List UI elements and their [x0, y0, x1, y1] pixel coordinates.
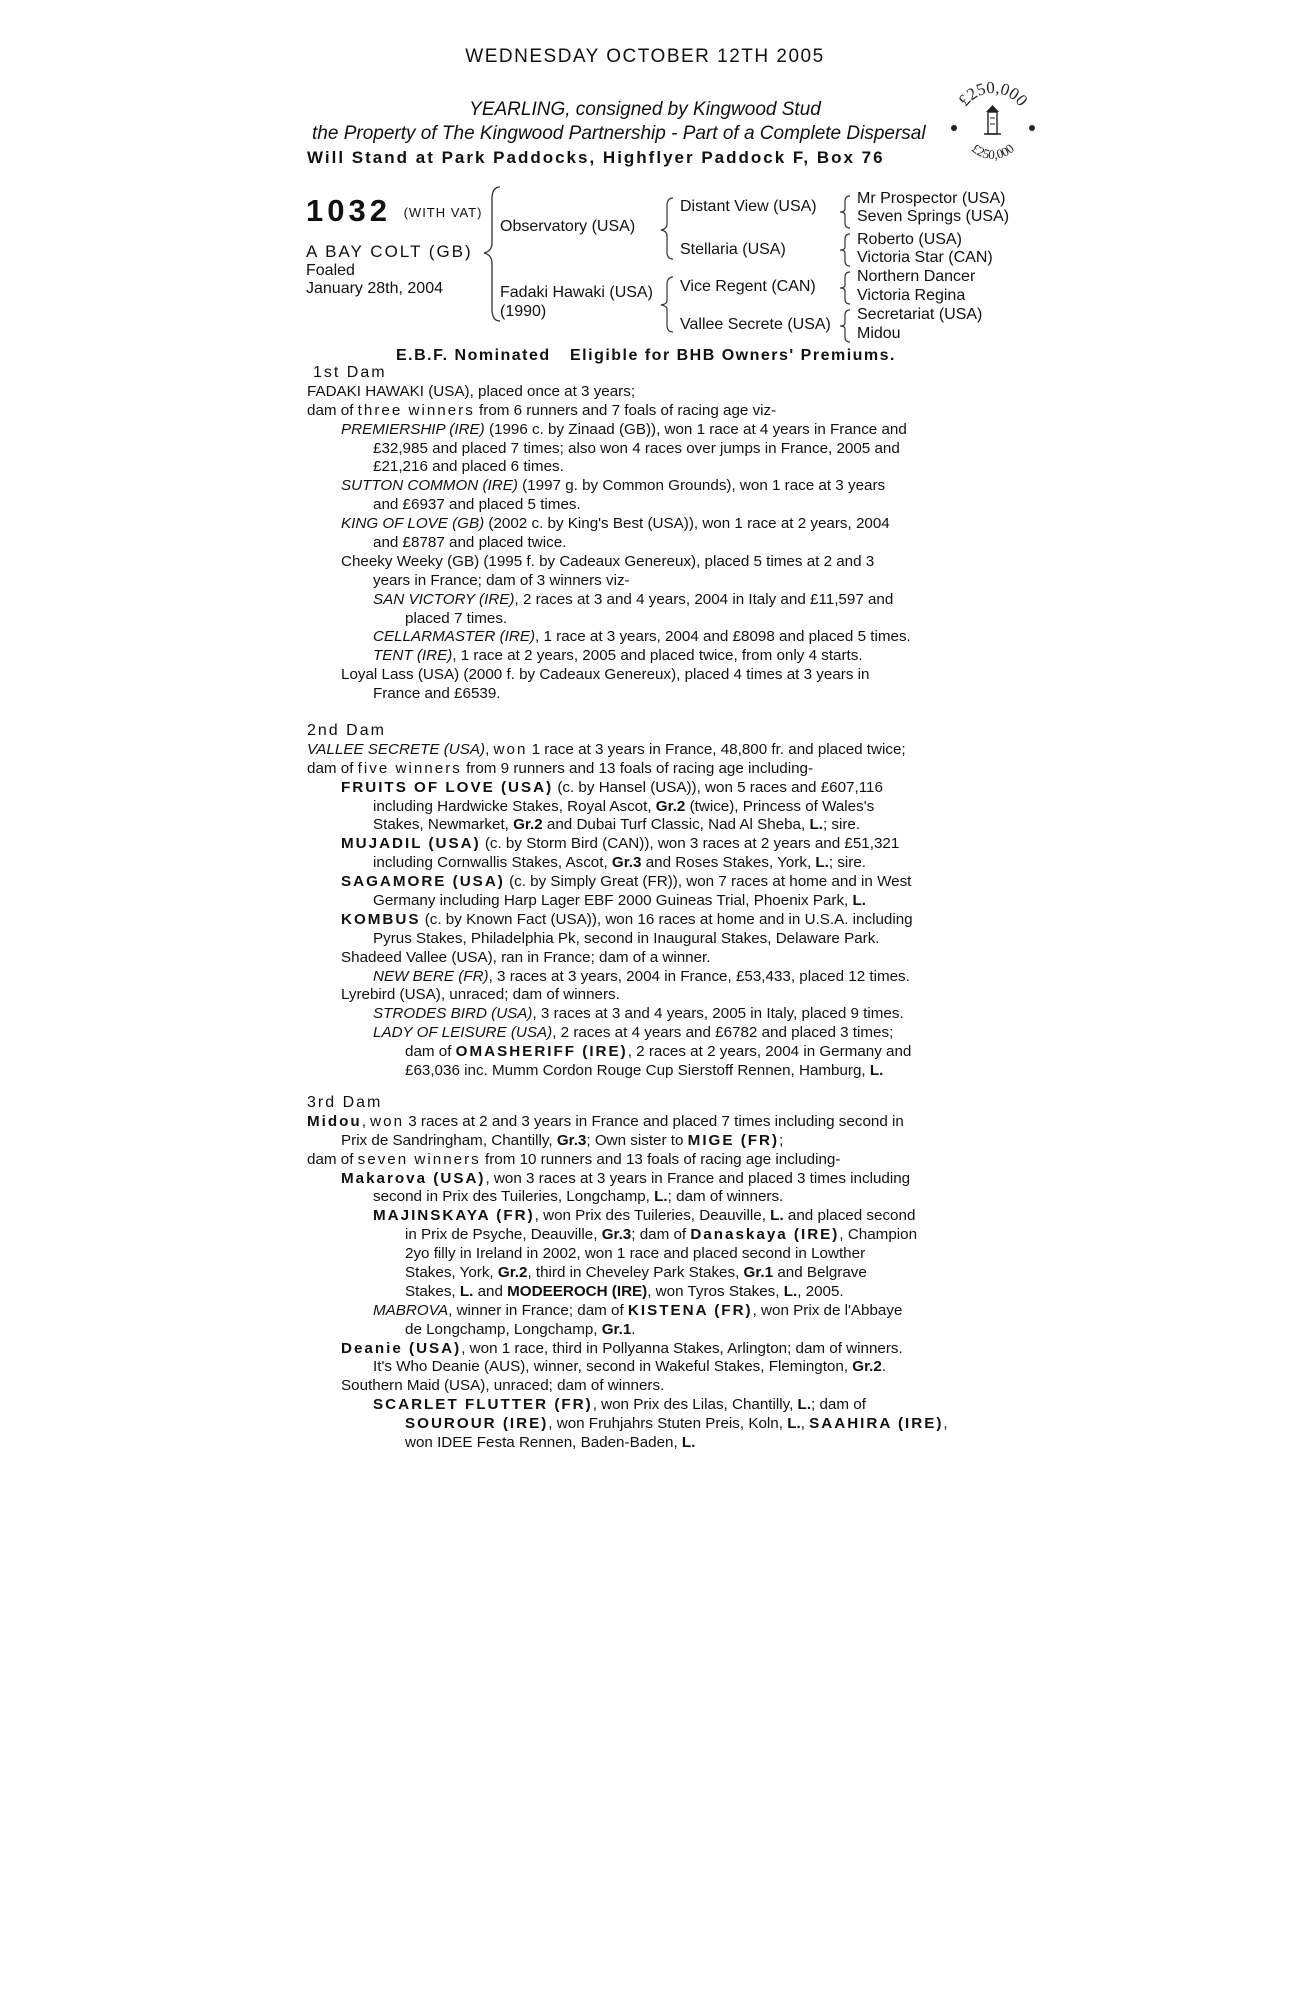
pedigree-dam-bracket-icon	[655, 275, 681, 335]
lot-number-value: 1032	[306, 193, 391, 228]
text-line: STRODES BIRD (USA), 3 races at 3 and 4 years, 2005 in Italy, placed 9 times.	[373, 1005, 904, 1023]
pedigree-dd: Vallee Secrete (USA)	[680, 316, 831, 333]
text-line: CELLARMASTER (IRE), 1 race at 3 years, 2004 and £8098 and placed 5 times.	[373, 628, 911, 646]
text-line: dam of three winners from 6 runners and 7 foals of racing age viz-	[307, 401, 777, 419]
text-line: £21,216 and placed 6 times.	[373, 458, 564, 476]
text-line: and £6937 and placed 5 times.	[373, 496, 581, 514]
text-line: dam of five winners from 9 runners and 13 foals of racing age including-	[307, 759, 814, 777]
text-line: It's Who Deanie (AUS), winner, second in Wakeful Stakes, Flemington, Gr.2.	[373, 1358, 887, 1376]
text-line: MAJINSKAYA (FR), won Prix des Tuileries, Deauville, L. and placed second	[373, 1207, 916, 1225]
text-line: in Prix de Psyche, Deauville, Gr.3; dam of Danaskaya (IRE), Champion	[405, 1226, 918, 1244]
lot-type-consignor: YEARLING, consigned by Kingwood Stud	[469, 99, 821, 120]
pedigree-dam-year: (1990)	[500, 303, 547, 320]
text-line: Stakes, Newmarket, Gr.2 and Dubai Turf Classic, Nad Al Sheba, L.; sire.	[373, 816, 861, 834]
foaled-date: January 28th, 2004	[306, 280, 443, 297]
lot-description: A BAY COLT (GB)	[306, 242, 473, 261]
text-line: dam of seven winners from 10 runners and 13 foals of racing age including-	[307, 1150, 841, 1168]
pedigree-ds-bracket-icon	[836, 270, 854, 306]
text-line: won IDEE Festa Rennen, Baden-Baden, L.	[405, 1434, 696, 1452]
bhb-eligibility: Eligible for BHB Owners' Premiums.	[570, 347, 896, 364]
text-line: SUTTON COMMON (IRE) (1997 g. by Common Grounds), won 1 race at 3 years	[341, 477, 886, 495]
text-line: £63,036 inc. Mumm Cordon Rouge Cup Sierstoff Rennen, Hamburg, L.	[405, 1062, 884, 1080]
text-line: Pyrus Stakes, Philadelphia Pk, second in Inaugural Stakes, Delaware Park.	[373, 929, 880, 947]
text-line: TENT (IRE), 1 race at 2 years, 2005 and placed twice, from only 4 starts.	[373, 647, 863, 665]
text-line: placed 7 times.	[405, 609, 508, 627]
text-line: dam of OMASHERIFF (IRE), 2 races at 2 years, 2004 in Germany and	[405, 1043, 912, 1061]
text-line: second in Prix des Tuileries, Longchamp, L.; dam of winners.	[373, 1188, 784, 1206]
pedigree-sd: Stellaria (USA)	[680, 241, 786, 258]
pedigree-sds: Roberto (USA)	[857, 231, 962, 248]
second-dam-section	[307, 722, 975, 1081]
text-line: NEW BERE (FR), 3 races at 3 years, 2004 in France, £53,433, placed 12 times.	[373, 967, 910, 985]
first-dam-heading: 1st Dam	[313, 364, 387, 381]
text-line: Prix de Sandringham, Chantilly, Gr.3; Own sister to MIGE (FR);	[341, 1131, 784, 1149]
text-line: Stakes, York, Gr.2, third in Cheveley Park Stakes, Gr.1 and Belgrave	[405, 1264, 867, 1282]
text-line: Germany including Harp Lager EBF 2000 Guineas Trial, Phoenix Park, L.	[373, 892, 866, 910]
text-line: MABROVA, winner in France; dam of KISTENA (FR), won Prix de l'Abbaye	[373, 1301, 903, 1319]
second-dam-heading: 2nd Dam	[307, 722, 386, 739]
text-line: including Hardwicke Stakes, Royal Ascot, Gr.2 (twice), Princess of Wales's	[373, 797, 875, 815]
text-line: FADAKI HAWAKI (USA), placed once at 3 years;	[307, 382, 636, 400]
text-line: VALLEE SECRETE (USA), won 1 race at 3 years in France, 48,800 fr. and placed twice;	[307, 740, 906, 758]
pedigree-sss: Mr Prospector (USA)	[857, 190, 1006, 207]
pedigree-sd-bracket-icon	[836, 232, 854, 268]
text-line: £32,985 and placed 7 times; also won 4 races over jumps in France, 2005 and	[373, 439, 900, 457]
svg-text:£250,000	[969, 141, 1017, 162]
text-line: Makarova (USA), won 3 races at 3 years in France and placed 3 times including	[341, 1169, 911, 1187]
text-line: SAGAMORE (USA) (c. by Simply Great (FR)), won 7 races at home and in West	[341, 873, 912, 891]
pedigree-dsd: Victoria Regina	[857, 287, 966, 304]
text-line: KOMBUS (c. by Known Fact (USA)), won 16 races at home and in U.S.A. including	[341, 910, 913, 928]
seal-outer-text: £250,000	[954, 77, 1032, 110]
vat-note: (WITH VAT)	[403, 205, 483, 220]
property-line: the Property of The Kingwood Partnership - Part of a Complete Dispersal	[312, 123, 926, 144]
text-line: including Cornwallis Stakes, Ascot, Gr.3 and Roses Stakes, York, L.; sire.	[373, 854, 867, 872]
third-dam-section	[307, 1094, 975, 1453]
text-line: Stakes, L. and MODEEROCH (IRE), won Tyros Stakes, L., 2005.	[405, 1282, 844, 1300]
pedigree-ss-bracket-icon	[836, 194, 854, 230]
pedigree-dss: Northern Dancer	[857, 268, 976, 285]
first-dam-section	[307, 364, 975, 704]
text-line: KING OF LOVE (GB) (2002 c. by King's Best (USA)), won 1 race at 2 years, 2004	[341, 515, 890, 533]
seal-inner-text: £250,000	[969, 140, 1017, 163]
pedigree-dd-bracket-icon	[836, 308, 854, 344]
text-line: Southern Maid (USA), unraced; dam of winners.	[341, 1377, 665, 1395]
pedigree-dam: Fadaki Hawaki (USA)	[500, 284, 653, 301]
text-line: de Longchamp, Longchamp, Gr.1.	[405, 1320, 636, 1338]
text-line: SOUROUR (IRE), won Fruhjahrs Stuten Preis, Koln, L., SAAHIRA (IRE),	[405, 1415, 948, 1433]
text-line: SCARLET FLUTTER (FR), won Prix des Lilas, Chantilly, L.; dam of	[373, 1396, 866, 1414]
text-line: France and £6539.	[373, 685, 501, 703]
third-dam-heading: 3rd Dam	[307, 1094, 383, 1111]
lot-number	[306, 193, 482, 229]
pedigree-ds: Vice Regent (CAN)	[680, 278, 816, 295]
pedigree-ddd: Midou	[857, 325, 901, 342]
svg-text:£250,000	[954, 78, 1031, 110]
text-line: Cheeky Weeky (GB) (1995 f. by Cadeaux Genereux), placed 5 times at 2 and 3	[341, 552, 875, 570]
text-line: 2yo filly in Ireland in 2002, won 1 race and placed second in Lowther	[405, 1245, 866, 1263]
pedigree-ssd: Seven Springs (USA)	[857, 208, 1010, 225]
text-line: MUJADIL (USA) (c. by Storm Bird (CAN)), won 3 races at 2 years and £51,321	[341, 835, 900, 853]
text-line: Lyrebird (USA), unraced; dam of winners.	[341, 986, 620, 1004]
text-line: PREMIERSHIP (IRE) (1996 c. by Zinaad (GB)), won 1 race at 4 years in France and	[341, 420, 907, 438]
text-line: Shadeed Vallee (USA), ran in France; dam of a winner.	[341, 948, 711, 966]
text-line: Deanie (USA), won 1 race, third in Pollyanna Stakes, Arlington; dam of winners.	[341, 1339, 903, 1357]
foaled-label: Foaled	[306, 262, 355, 279]
text-line: Midou, won 3 races at 2 and 3 years in France and placed 7 times including second in	[307, 1112, 904, 1130]
ebf-nominated: E.B.F. Nominated	[396, 347, 551, 364]
text-line: FRUITS OF LOVE (USA) (c. by Hansel (USA)), won 5 races and £607,116	[341, 778, 883, 796]
stand-location: Will Stand at Park Paddocks, Highflyer Paddock F, Box 76	[307, 148, 885, 167]
pedigree-dds: Secretariat (USA)	[857, 306, 983, 323]
price-seal-icon	[942, 72, 1042, 170]
text-line: LADY OF LEISURE (USA), 2 races at 4 years and £6782 and placed 3 times;	[373, 1024, 894, 1042]
text-line: SAN VICTORY (IRE), 2 races at 3 and 4 years, 2004 in Italy and £11,597 and	[373, 590, 894, 608]
pedigree-sdd: Victoria Star (CAN)	[857, 249, 993, 266]
pedigree-sire: Observatory (USA)	[500, 218, 636, 235]
pedigree-sire-bracket-icon	[655, 196, 681, 262]
text-line: Loyal Lass (USA) (2000 f. by Cadeaux Genereux), placed 4 times at 3 years in	[341, 666, 870, 684]
pedigree-ss: Distant View (USA)	[680, 198, 817, 215]
text-line: years in France; dam of 3 winners viz-	[373, 571, 630, 589]
text-line: and £8787 and placed twice.	[373, 534, 567, 552]
sale-date: WEDNESDAY OCTOBER 12TH 2005	[465, 46, 825, 67]
